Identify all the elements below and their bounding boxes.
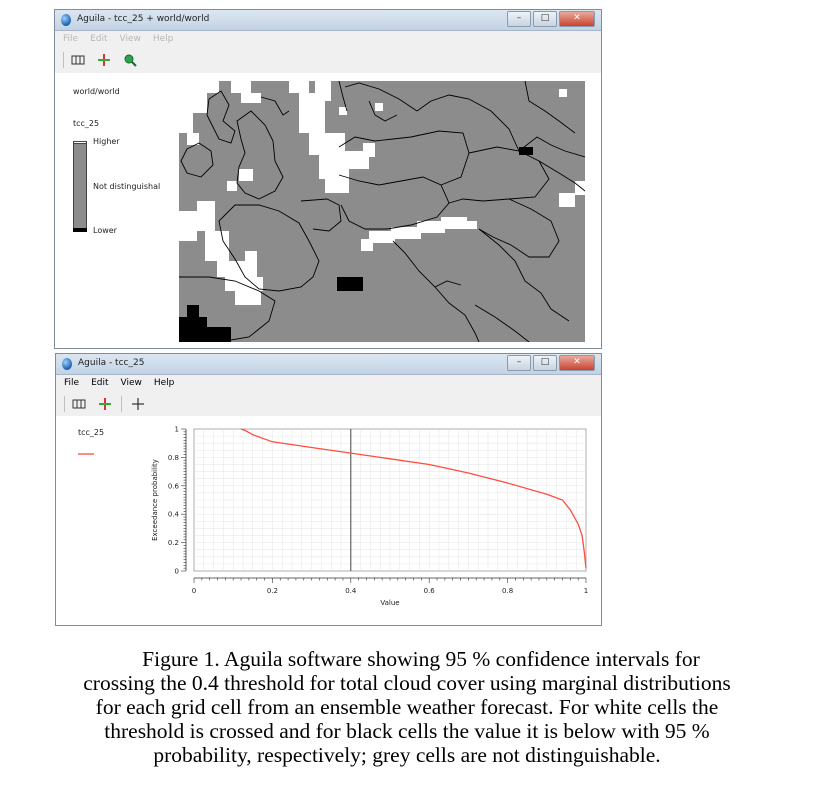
plot-window-titlebar[interactable] (56, 354, 601, 375)
minimize-button[interactable]: – (507, 11, 531, 27)
map-window (54, 9, 602, 349)
caption-line: Figure 1. Aguila software showing 95 % confidence intervals for (142, 647, 700, 671)
y-tick-label: 0.8 (167, 453, 179, 462)
menu-view[interactable]: View (119, 34, 141, 44)
x-tick-label: 0.4 (345, 587, 357, 595)
minimize-button[interactable]: – (507, 355, 531, 371)
app-icon (61, 14, 71, 26)
y-tick-label: 0 (174, 567, 179, 576)
menu-edit[interactable]: Edit (90, 34, 108, 44)
y-tick-label: 0.2 (167, 539, 179, 548)
legend-higher-swatch (73, 141, 87, 144)
x-axis-label: Value (380, 599, 400, 607)
map-toolbar (55, 47, 601, 74)
legend-lower-swatch (73, 228, 87, 232)
menu-edit[interactable]: Edit (91, 378, 109, 388)
columns-icon[interactable] (68, 51, 88, 69)
crosshair-icon[interactable] (128, 395, 148, 413)
menu-help[interactable]: Help (153, 378, 175, 388)
close-button[interactable]: ✕ (559, 11, 595, 27)
zoom-icon[interactable] (120, 51, 140, 69)
chart-grid (194, 429, 586, 571)
menu-view[interactable]: View (120, 378, 142, 388)
menu-help[interactable]: Help (152, 34, 174, 44)
caption-line: for each grid cell from an ensemble weather forecast. For white cells the (95, 695, 719, 719)
x-tick-label: 0.8 (502, 587, 514, 595)
exceedance-chart[interactable] (56, 416, 601, 625)
menu-file[interactable]: File (63, 34, 79, 44)
y-tick-label: 0.4 (167, 510, 179, 519)
legend-lower-label: Lower (93, 226, 117, 235)
legend-higher-label: Higher (93, 137, 120, 146)
plot-toolbar (56, 391, 601, 418)
layer-label: world/world (73, 87, 120, 96)
x-tick-label: 0.6 (423, 587, 435, 595)
cursor-icon[interactable] (95, 395, 115, 413)
map-window-title: Aguila - tcc_25 + world/world (77, 14, 210, 24)
plot-window-title: Aguila - tcc_25 (78, 358, 145, 368)
plot-menubar (56, 375, 601, 391)
app-icon (62, 358, 72, 370)
y-axis-label: Exceedance probability (151, 459, 159, 541)
maximize-button[interactable]: □ (533, 11, 557, 27)
plot-view-area (56, 416, 601, 625)
x-tick-label: 0.2 (266, 587, 278, 595)
maximize-button[interactable]: □ (533, 355, 557, 371)
x-tick-label: 1 (583, 587, 589, 595)
close-button[interactable]: ✕ (559, 355, 595, 371)
map-view-area (55, 73, 601, 348)
variable-label: tcc_25 (73, 119, 100, 128)
map-window-titlebar[interactable] (55, 10, 601, 31)
europe-map[interactable] (179, 81, 585, 342)
cursor-icon[interactable] (94, 51, 114, 69)
caption-line: crossing the 0.4 threshold for total cloud cover using marginal distributions (83, 671, 731, 695)
caption-line: threshold is crossed and for black cells the value it is below with 95 % (104, 719, 710, 743)
legend-middle-label: Not distinguishal (93, 182, 161, 191)
plot-window (55, 353, 602, 626)
columns-icon[interactable] (69, 395, 89, 413)
menu-file[interactable]: File (64, 378, 80, 388)
x-tick-label: 0 (191, 587, 197, 595)
figure-caption (0, 647, 814, 767)
series-legend-label: tcc_25 (78, 428, 105, 437)
legend-color-ramp (73, 141, 87, 231)
caption-line: probability, respectively; grey cells are not distinguishable. (153, 743, 661, 767)
y-tick-label: 0.6 (167, 482, 179, 491)
map-menubar (55, 31, 601, 47)
y-tick-label: 1 (174, 425, 179, 434)
